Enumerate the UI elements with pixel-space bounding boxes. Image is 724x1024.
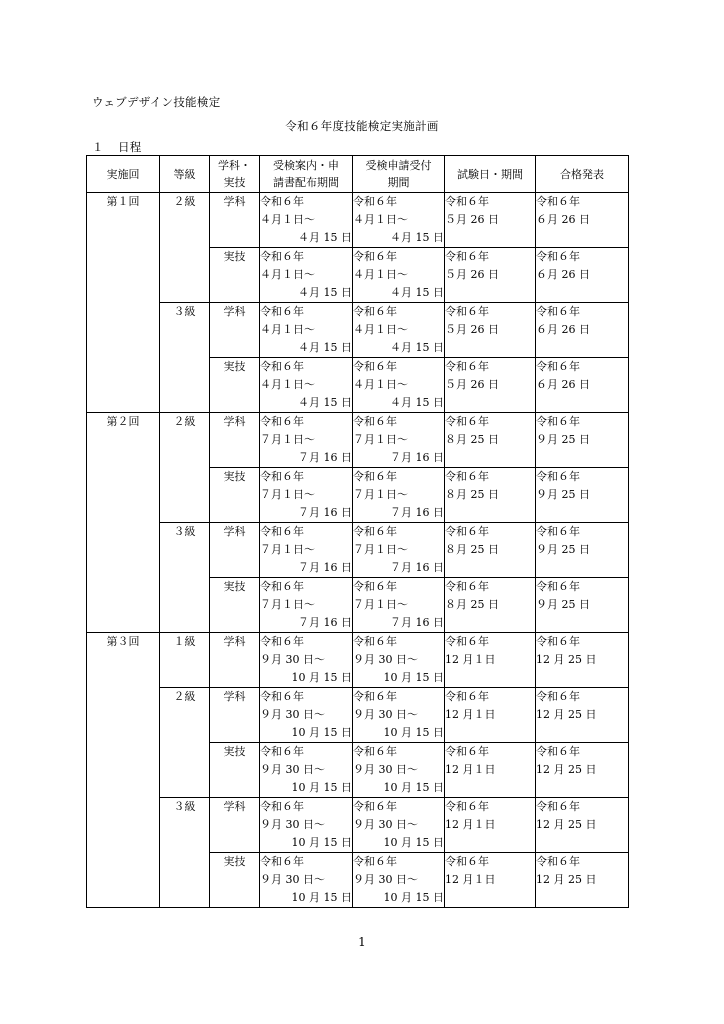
date-line: ５月 26 日 (445, 213, 499, 226)
date-line: ６月 26 日 (536, 268, 590, 281)
guide-period-cell (260, 798, 353, 853)
exam-type-cell: 実技 (210, 468, 260, 523)
date-line: ５月 26 日 (445, 378, 499, 391)
date-line: 令和６年 (353, 855, 397, 868)
date-line: ４月１日～ (353, 378, 408, 391)
date-line: 12 月 25 日 (536, 708, 597, 721)
exam-date-cell (445, 468, 536, 523)
exam-type-cell: 学科 (210, 523, 260, 578)
guide-period-cell (260, 303, 353, 358)
header-type-line: 学科・ (218, 159, 251, 172)
exam-type-cell: 実技 (210, 853, 260, 908)
date-line: 令和６年 (260, 195, 304, 208)
date-line: ７月１日～ (353, 598, 408, 611)
date-line: ６月 26 日 (536, 213, 590, 226)
table-row (87, 523, 629, 578)
date-line: 令和６年 (353, 525, 397, 538)
date-line: 令和６年 (536, 525, 580, 538)
result-date-cell (536, 248, 629, 303)
date-line: ９月 30 日～ (260, 873, 325, 886)
date-line: ９月 30 日～ (260, 653, 325, 666)
result-date-cell (536, 853, 629, 908)
guide-period-cell (260, 578, 353, 633)
date-line: ６月 26 日 (536, 323, 590, 336)
exam-date-cell (445, 633, 536, 688)
date-line: ４月１日～ (260, 213, 315, 226)
date-line: ８月 25 日 (445, 598, 499, 611)
exam-date-cell (445, 743, 536, 798)
guide-period-cell (260, 743, 353, 798)
date-line: 12 月 25 日 (536, 818, 597, 831)
exam-date-cell (445, 523, 536, 578)
guide-period-cell (260, 853, 353, 908)
date-line: ４月１日～ (260, 378, 315, 391)
date-line: 令和６年 (445, 250, 489, 263)
date-line: ７月１日～ (353, 488, 408, 501)
date-line: 12 月 25 日 (536, 763, 597, 776)
date-line: 10 月 15 日 (291, 726, 352, 739)
date-line: 令和６年 (445, 415, 489, 428)
application-period-cell (353, 633, 445, 688)
date-line: 令和６年 (445, 635, 489, 648)
date-line: 令和６年 (445, 690, 489, 703)
date-line: ７月 16 日 (298, 506, 352, 519)
date-line: ８月 25 日 (445, 543, 499, 556)
grade-cell: ３級 (160, 303, 210, 413)
guide-period-cell (260, 358, 353, 413)
table-row (87, 633, 629, 688)
date-line: 令和６年 (353, 470, 397, 483)
date-line: ７月 16 日 (298, 616, 352, 629)
date-line: 12 月１日 (445, 873, 496, 886)
date-line: 令和６年 (260, 305, 304, 318)
date-line: ４月 15 日 (390, 396, 444, 409)
date-line: ７月１日～ (353, 543, 408, 556)
date-line: ９月 30 日～ (353, 818, 418, 831)
date-line: 令和６年 (353, 690, 397, 703)
date-line: ４月 15 日 (298, 341, 352, 354)
exam-date-cell (445, 193, 536, 248)
date-line: ９月 25 日 (536, 543, 590, 556)
date-line: ９月 25 日 (536, 433, 590, 446)
date-line: 令和６年 (536, 690, 580, 703)
result-date-cell (536, 743, 629, 798)
date-line: 令和６年 (536, 470, 580, 483)
guide-period-cell (260, 468, 353, 523)
table-row (87, 303, 629, 358)
date-line: 令和６年 (445, 525, 489, 538)
date-line: ４月１日～ (260, 268, 315, 281)
date-line: 令和６年 (353, 305, 397, 318)
guide-period-cell (260, 248, 353, 303)
date-line: 令和６年 (445, 745, 489, 758)
exam-date-cell (445, 413, 536, 468)
document-title: 令和６年度技能検定実施計画 (285, 119, 439, 133)
date-line: 令和６年 (536, 415, 580, 428)
date-line: 令和６年 (260, 415, 304, 428)
date-line: ４月 15 日 (298, 286, 352, 299)
date-line: 10 月 15 日 (383, 891, 444, 904)
date-line: ９月 30 日～ (260, 763, 325, 776)
round-cell: 第１回 (87, 193, 160, 413)
date-line: 令和６年 (445, 470, 489, 483)
date-line: ７月１日～ (260, 598, 315, 611)
date-line: ９月 25 日 (536, 488, 590, 501)
date-line: 12 月 25 日 (536, 873, 597, 886)
exam-date-cell (445, 358, 536, 413)
date-line: 令和６年 (353, 745, 397, 758)
date-line: 10 月 15 日 (291, 836, 352, 849)
date-line: ９月 30 日～ (353, 708, 418, 721)
date-line: 令和６年 (260, 690, 304, 703)
date-line: ７月１日～ (353, 433, 408, 446)
date-line: ９月 30 日～ (353, 653, 418, 666)
table-row (87, 193, 629, 248)
date-line: 令和６年 (445, 360, 489, 373)
application-period-cell (353, 248, 445, 303)
date-line: 令和６年 (353, 800, 397, 813)
exam-type-cell: 実技 (210, 578, 260, 633)
date-line: 令和６年 (353, 360, 397, 373)
date-line: 10 月 15 日 (383, 836, 444, 849)
section-number: １ (92, 140, 104, 154)
date-line: 令和６年 (536, 250, 580, 263)
result-date-cell (536, 468, 629, 523)
date-line: 令和６年 (445, 305, 489, 318)
header-application-period (353, 156, 445, 193)
exam-type-cell: 学科 (210, 798, 260, 853)
date-line: 令和６年 (260, 800, 304, 813)
table-row (87, 413, 629, 468)
date-line: 12 月 25 日 (536, 653, 597, 666)
date-line: ４月 15 日 (298, 231, 352, 244)
exam-type-cell: 実技 (210, 358, 260, 413)
date-line: ９月 30 日～ (260, 818, 325, 831)
date-line: 令和６年 (536, 745, 580, 758)
result-date-cell (536, 303, 629, 358)
date-line: 令和６年 (536, 800, 580, 813)
result-date-cell (536, 358, 629, 413)
guide-period-cell (260, 633, 353, 688)
result-date-cell (536, 578, 629, 633)
grade-cell: ２級 (160, 688, 210, 798)
date-line: 令和６年 (260, 855, 304, 868)
date-line: 令和６年 (536, 635, 580, 648)
page-number: 1 (358, 935, 366, 949)
date-line: ４月１日～ (353, 323, 408, 336)
date-line: 令和６年 (445, 800, 489, 813)
header-guide-line: 受検案内・申 (273, 159, 339, 172)
header-application-line: 期間 (387, 176, 410, 189)
date-line: 令和６年 (260, 580, 304, 593)
application-period-cell (353, 413, 445, 468)
grade-cell: ２級 (160, 193, 210, 303)
header-exam-date: 試験日・期間 (445, 156, 536, 193)
exam-type-cell: 学科 (210, 633, 260, 688)
application-period-cell (353, 523, 445, 578)
section-heading (92, 139, 142, 155)
grade-cell: ３級 (160, 798, 210, 908)
date-line: ９月 30 日～ (260, 708, 325, 721)
application-period-cell (353, 358, 445, 413)
exam-type-cell: 学科 (210, 413, 260, 468)
result-date-cell (536, 413, 629, 468)
date-line: ７月１日～ (260, 543, 315, 556)
date-line: 令和６年 (260, 360, 304, 373)
round-cell: 第２回 (87, 413, 160, 633)
date-line: 令和６年 (536, 360, 580, 373)
date-line: 令和６年 (445, 855, 489, 868)
date-line: 12 月１日 (445, 763, 496, 776)
date-line: ４月 15 日 (390, 286, 444, 299)
date-line: 10 月 15 日 (291, 781, 352, 794)
date-line: ７月 16 日 (390, 451, 444, 464)
guide-period-cell (260, 523, 353, 578)
date-line: ４月 15 日 (390, 231, 444, 244)
exam-date-cell (445, 248, 536, 303)
exam-type-cell: 学科 (210, 688, 260, 743)
date-line: 令和６年 (445, 580, 489, 593)
header-guide-period (260, 156, 353, 193)
date-line: ８月 25 日 (445, 488, 499, 501)
guide-period-cell (260, 688, 353, 743)
organization-name: ウェブデザイン技能検定 (92, 95, 221, 109)
header-row (87, 156, 629, 193)
header-application-line: 受検申請受付 (365, 159, 432, 172)
guide-period-cell (260, 193, 353, 248)
application-period-cell (353, 193, 445, 248)
date-line: ７月１日～ (260, 488, 315, 501)
date-line: ９月 30 日～ (353, 873, 418, 886)
table-row (87, 688, 629, 743)
date-line: ４月１日～ (353, 213, 408, 226)
date-line: ８月 25 日 (445, 433, 499, 446)
result-date-cell (536, 798, 629, 853)
schedule-body (87, 193, 629, 908)
header-result-announcement: 合格発表 (536, 156, 629, 193)
date-line: 令和６年 (260, 525, 304, 538)
header-type-line: 実技 (223, 176, 246, 189)
date-line: 令和６年 (260, 635, 304, 648)
grade-cell: ２級 (160, 413, 210, 523)
date-line: 令和６年 (260, 745, 304, 758)
date-line: 10 月 15 日 (383, 671, 444, 684)
grade-cell: １級 (160, 633, 210, 688)
round-cell: 第３回 (87, 633, 160, 908)
date-line: 令和６年 (445, 195, 489, 208)
exam-type-cell: 実技 (210, 248, 260, 303)
exam-date-cell (445, 688, 536, 743)
exam-date-cell (445, 798, 536, 853)
date-line: 令和６年 (260, 470, 304, 483)
result-date-cell (536, 523, 629, 578)
application-period-cell (353, 468, 445, 523)
exam-type-cell: 学科 (210, 193, 260, 248)
date-line: ４月 15 日 (298, 396, 352, 409)
result-date-cell (536, 193, 629, 248)
date-line: 令和６年 (353, 580, 397, 593)
date-line: ７月 16 日 (390, 561, 444, 574)
exam-date-cell (445, 578, 536, 633)
header-round: 実施回 (87, 156, 160, 193)
date-line: ９月 25 日 (536, 598, 590, 611)
date-line: ４月１日～ (260, 323, 315, 336)
date-line: 令和６年 (353, 635, 397, 648)
date-line: 10 月 15 日 (291, 671, 352, 684)
date-line: ７月１日～ (260, 433, 315, 446)
date-line: ７月 16 日 (298, 561, 352, 574)
date-line: 令和６年 (260, 250, 304, 263)
application-period-cell (353, 743, 445, 798)
exam-type-cell: 学科 (210, 303, 260, 358)
date-line: 令和６年 (536, 580, 580, 593)
date-line: ７月 16 日 (390, 506, 444, 519)
result-date-cell (536, 633, 629, 688)
application-period-cell (353, 798, 445, 853)
exam-date-cell (445, 303, 536, 358)
date-line: ６月 26 日 (536, 378, 590, 391)
exam-type-cell: 実技 (210, 743, 260, 798)
date-line: ４月１日～ (353, 268, 408, 281)
application-period-cell (353, 303, 445, 358)
date-line: ７月 16 日 (390, 616, 444, 629)
date-line: 令和６年 (353, 195, 397, 208)
grade-cell: ３級 (160, 523, 210, 633)
date-line: ９月 30 日～ (353, 763, 418, 776)
application-period-cell (353, 688, 445, 743)
application-period-cell (353, 578, 445, 633)
table-row (87, 798, 629, 853)
date-line: 12 月１日 (445, 818, 496, 831)
date-line: ７月 16 日 (298, 451, 352, 464)
date-line: 12 月１日 (445, 653, 496, 666)
date-line: 10 月 15 日 (291, 891, 352, 904)
section-title: 日程 (118, 140, 142, 154)
header-type (210, 156, 260, 193)
date-line: ５月 26 日 (445, 268, 499, 281)
date-line: ４月 15 日 (390, 341, 444, 354)
date-line: 令和６年 (536, 195, 580, 208)
schedule-table (86, 155, 629, 908)
date-line: 10 月 15 日 (383, 726, 444, 739)
result-date-cell (536, 688, 629, 743)
application-period-cell (353, 853, 445, 908)
date-line: 令和６年 (536, 305, 580, 318)
header-guide-line: 請書配布期間 (273, 176, 339, 189)
date-line: ５月 26 日 (445, 323, 499, 336)
exam-date-cell (445, 853, 536, 908)
date-line: 10 月 15 日 (383, 781, 444, 794)
date-line: 12 月１日 (445, 708, 496, 721)
header-grade: 等級 (160, 156, 210, 193)
guide-period-cell (260, 413, 353, 468)
date-line: 令和６年 (353, 415, 397, 428)
date-line: 令和６年 (353, 250, 397, 263)
date-line: 令和６年 (536, 855, 580, 868)
